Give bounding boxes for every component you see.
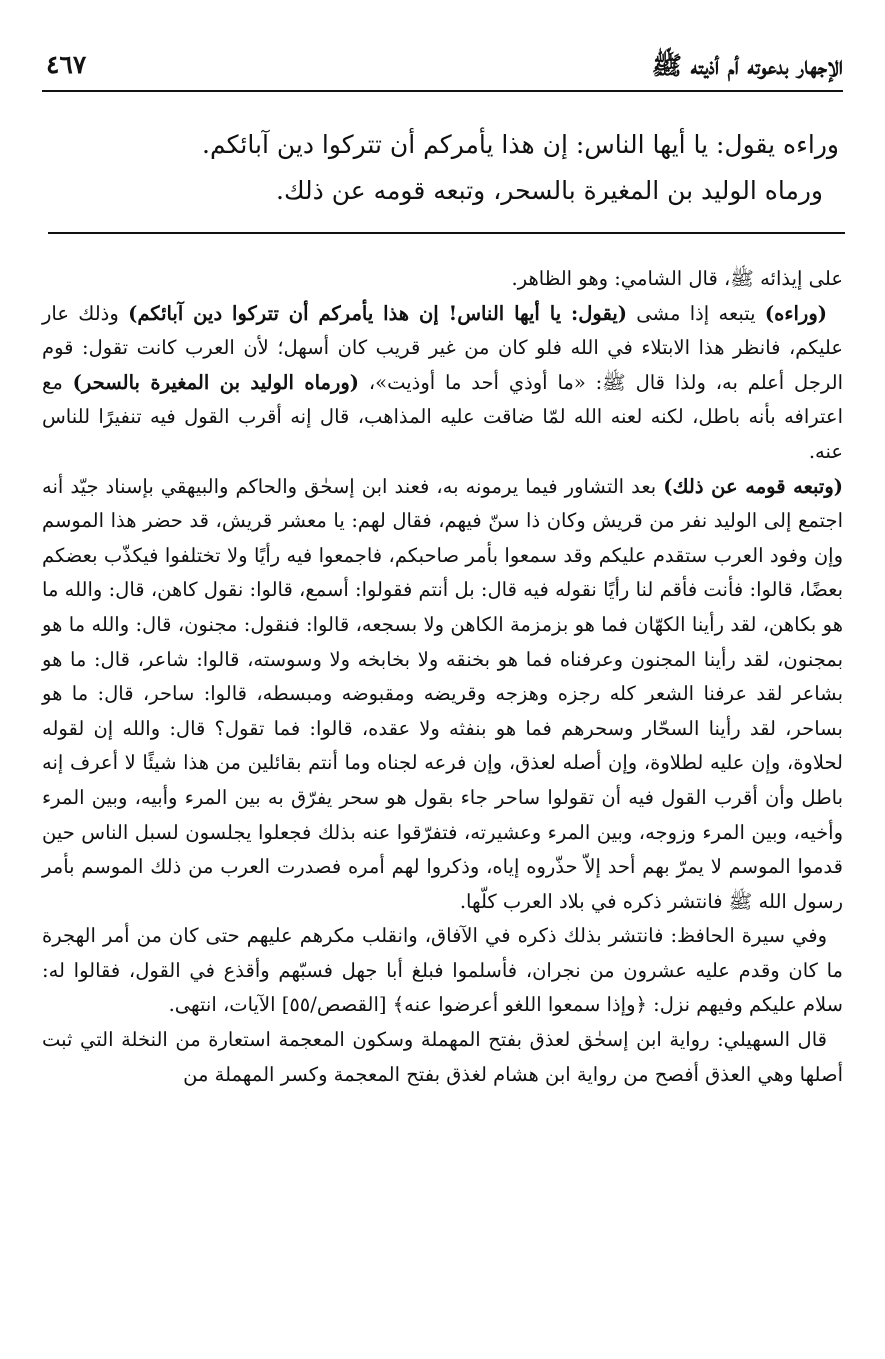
paragraph-text: قال السهيلي: رواية ابن إسحٰق لعذق بفتح المهملة وسكون المعجمة استعارة من النخلة التي ثبت أصلها وهي العذق أفصح من رواية ابن هشام لغذق بفتح المعجمة وكسر المهملة من bbox=[42, 1028, 843, 1086]
running-header bbox=[40, 40, 845, 90]
chapter-title: الإجهار بدعوته أم أذيته ﷺ bbox=[651, 51, 843, 80]
paragraph-text: بعد التشاور فيما يرمونه به، فعند ابن إسحٰق والحاكم والبيهقي بإسناد جيّد أنه اجتمع إلى الوليد نفر من قريش وكان ذا سنّ فيهم، فقال لهم: يا معشر قريش، قد حضر هذا الموسم وإن وفود العرب ستقدم عليكم وقد سمعوا بأمر صاحبكم، فاجمعوا فيه رأيًا ولا تختلفوا فيكذّب بعضكم بعضًا، قالوا: فأنت فأقم لنا رأيًا نقوله فيه قال: بل أنتم فقولوا: أسمع، قالوا: نقول كاهن، قال: والله ما هو بكاهن، لقد رأينا الكهّان فما هو بزمزمة الكاهن ولا بسجعه، قالوا: فنقول: مجنون، قال: والله ما هو بمجنون، لقد رأينا المجنون وعرفناه فما هو بخنقه ولا بخابخه ولا وسوسته، قالوا: شاعر، قال: ما هو بشاعر لقد عرفنا الشعر كله رجزه وهزجه وقريضه ومقبوضه ومبسطه، قالوا: ساحر، قال: ما هو بساحر، لقد رأينا السحّار وسحرهم فما هو بنفثه ولا عقده، قالوا: فما تقول؟ قال: والله إن لقوله لحلاوة، وإن عليه لطلاوة، وإن أصله لعذق، وإن فرعه لجناه وما أنتم بقائلين من هذا شيئًا لا أعرف إنه باطل وأن أقرب القول فيه أن تقولوا ساحر جاء بقول هو سحر يفرّق به بين المرء وأبيه، وبين المرء وأخيه، وبين المرء وزوجه، وبين المرء وعشيرته، فتفرّقوا عنه بذلك فجعلوا يجلسون لسبل الناس حين قدموا الموسم لا يمرّ بهم أحد إلاّ حذّروه إياه، وذكروا لهم أمره فصدرت العرب من ذلك الموسم بأمر رسول الله ﷺ فانتشر ذكره في بلاد العرب كلّها. bbox=[42, 474, 843, 913]
commentary-paragraph bbox=[42, 470, 843, 920]
paragraph-text: وفي سيرة الحافظ: فانتشر بذلك ذكره في الآفاق، وانقلب مكرهم عليهم حتى كان من أمر الهجرة ما كان وقدم عليه عشرون من نجران، فأسلموا فبلغ أبا جهل فسبّهم وأقذع في القول، فقالوا له: سلام عليكم وفيهم نزل: bbox=[42, 924, 843, 1017]
paragraph-text: [القصص/٥٥] الآيات، انتهى. bbox=[168, 993, 393, 1017]
paragraph-text: وذلك عار عليكم، فانظر هذا الابتلاء في الله فلو كان من غير قريب كان أسهل؛ لأن العرب كانت تقول: قوم الرجل أعلم به، ولذا قال ﷺ: «ما أوذي أحد ما أوذيت»، bbox=[42, 301, 843, 394]
main-text-line: ورماه الوليد بن المغيرة بالسحر، وتبعه قومه عن ذلك. bbox=[276, 176, 823, 205]
paragraph-text: مع اعترافه بأنه باطل، لكنه لعنه الله لمّا ضاقت عليه المذاهب، قال إنه أقرب القول فيه تنفيرًا للناس عنه. bbox=[42, 370, 843, 463]
commentary-paragraph bbox=[42, 262, 843, 297]
header-rule bbox=[42, 90, 843, 92]
commentary-paragraph bbox=[42, 1023, 843, 1092]
main-text bbox=[60, 122, 839, 214]
quoted-phrase: (ورماه الوليد بن المغيرة بالسحر) bbox=[72, 370, 360, 394]
commentary bbox=[42, 262, 843, 1092]
quoted-phrase: (وراءه) bbox=[764, 301, 827, 325]
page-number: ٤٦٧ bbox=[46, 50, 87, 79]
quoted-phrase: (يقول: يا أيها الناس! إن هذا يأمركم أن تتركوا دين آبائكم) bbox=[128, 301, 627, 325]
commentary-paragraph bbox=[42, 297, 843, 470]
quoted-phrase: (وتبعه قومه عن ذلك) bbox=[663, 474, 843, 498]
section-divider bbox=[48, 232, 845, 234]
commentary-paragraph bbox=[42, 919, 843, 1023]
main-text-line: وراءه يقول: يا أيها الناس: إن هذا يأمركم أن تتركوا دين آبائكم. bbox=[202, 130, 839, 159]
quran-quote: ﴿وإذا سمعوا اللغو أعرضوا عنه﴾ bbox=[392, 993, 647, 1017]
paragraph-text: على إيذائه ﷺ، قال الشامي: وهو الظاهر. bbox=[511, 267, 843, 290]
paragraph-text: يتبعه إذا مشى bbox=[626, 301, 765, 325]
